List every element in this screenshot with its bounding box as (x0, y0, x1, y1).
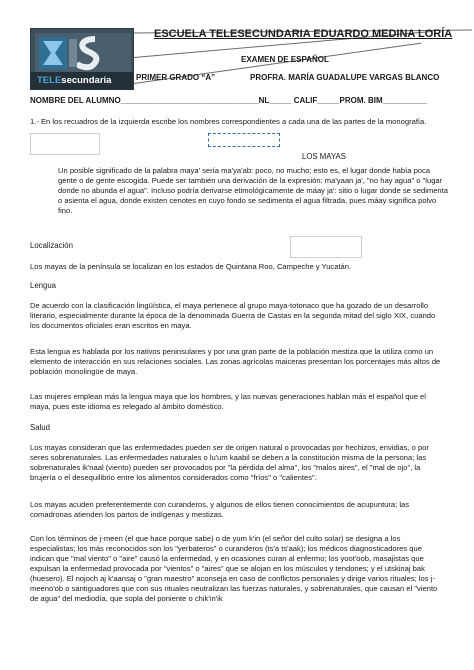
paragraph-lengua-1: De acuerdo con la clasificación lingüística, el maya pertenece al grupo maya-totonaco que ha gozado de un desarrollo literario, especialmente durante la época de la denominada Guerra de Castas en la segunda mitad del siglo XIX, cuando los documentos oficiales eran escritos en maya. (30, 301, 436, 330)
intro-paragraph: Un posible significado de la palabra maya' sería ma'ya'ab: poco, no mucho; esto es, el lugar donde había poca gente o de gente escogida. Puede ser también una derivación de la expresión: ma'yaan ja', "no hay agua" o "lugar donde no abunda el agua". Incluso podría derivarse etimológicamente de máay ja': sitio o lugar donde se sedimenta o asienta el agua, donde existen cenotes en cuyo fondo se sedimenta el agua filtrada, pues máay significa polvo fino. (58, 166, 448, 215)
paragraph-lengua-2: Esta lengua es hablada por los nativos peninsulares y por una gran parte de la población mestiza que la utiliza como un elemento de interacción en sus relaciones sociales. Las zonas agrícolas maiceras presentan los porcentajes más altos de población monolingüe de maya. (30, 347, 441, 376)
grade-label: PRIMER GRADO “A” (136, 73, 216, 82)
school-logo (30, 28, 134, 90)
logo-graphic (35, 33, 131, 73)
paragraph-salud-3: Con los términos de j-meen (el que hace porque sabe) o de yum k'in (el señor del culto solar) se designa a los especialistas; los más reconocidos son los "yerbateros" o curanderos (ts'a ts'aak); los médicos diagnosticadores que indican que "mal viento" o "aire" causó la enfermedad, y en ocasiones curan al enfermo; los yoot'oob, masajistas que expulsan la enfermedad provocada por "vientos" o "aires" que se alojan en los músculos y tendones; y el utskinaj bak (huesero). El nojoch aj k'aansaj o "gran maestro" aconseja en caso de conflictos personales y dirige varios rituales; los j-meeno'ob o santiguadores que con sus rituales neutralizan las fuerzas naturales, y sobrenaturales, que causan el "viento de agua" del mediodía, que sopla del poniente o chik'in'ik (30, 534, 438, 603)
exam-title: EXAMEN DE ESPAÑOL (241, 55, 329, 64)
school-name: ESCUELA TELESECUNDARIA EDUARDO MEDINA LORÍA (154, 28, 453, 40)
paragraph-localizacion: Los mayas de la península se localizan en los estados de Quintana Roo, Campeche y Yucatán. (30, 262, 352, 271)
monograph-title: LOS MAYAS (302, 152, 346, 161)
paragraph-lengua-3: Las mujeres emplean más la lengua maya que los hombres, y las nuevas generaciones hablan más el español que el maya, pues este idioma es relegado al ámbito doméstico. (30, 392, 426, 411)
teacher-name: PROFRA. MARÍA GUADALUPE VARGAS BLANCO (250, 73, 440, 82)
heading-lengua: Lengua (30, 281, 57, 290)
answer-box[interactable] (290, 236, 362, 258)
answer-box[interactable] (208, 133, 280, 147)
logo-label: TELEsecundaria (31, 72, 133, 89)
instruction: 1.- En los recuadros de la izquierda escribe los nombres correspondientes a cada una de las partes de la monografía. (30, 117, 427, 126)
heading-localizacion: Localización (30, 241, 73, 250)
student-fields[interactable]: NOMBRE DEL ALUMNO_______________________________NL_____ CALIF_____PROM. BIM__________ (30, 96, 428, 105)
heading-salud: Salud (30, 423, 50, 432)
paragraph-salud-1: Los mayas consideran que las enfermedades pueden ser de origen natural o provocadas por hechizos, envidias, o por seres sobrenaturales. Las enfermedades naturales o lu'um kaabil se deben a la constitución misma de la persona; las sobrenaturales ik'naal (viento) pueden ser provocados por "la pérdida del alma", los "malos aires", el "mal de ojo", la brujería o el desequilibrio entre los alimentos considerados como "fríos" o "calientes". (30, 443, 429, 482)
paragraph-salud-2: Los mayas acuden preferentemente con curanderos, y algunos de ellos tienen conocimientos de acupuntura; las comadronas atienden los partos de indígenas y mestizas. (30, 500, 410, 519)
answer-box[interactable] (30, 133, 100, 155)
